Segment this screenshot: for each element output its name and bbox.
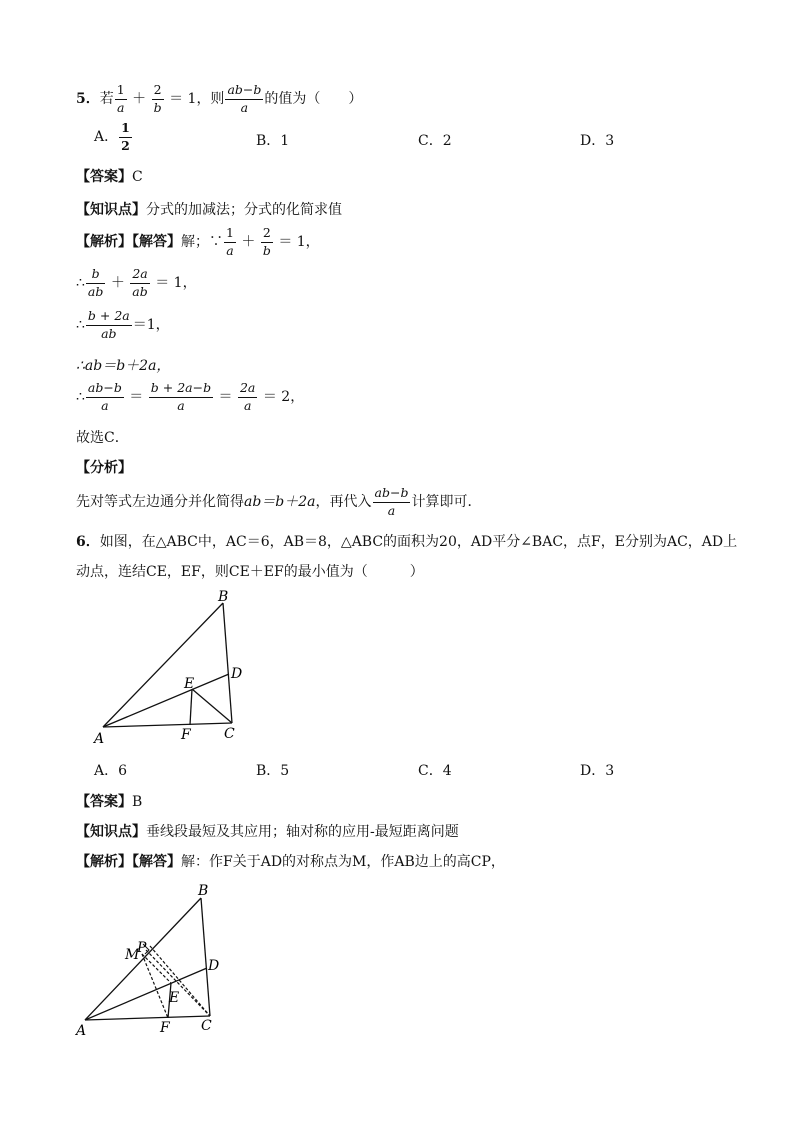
q5-step-3: ∴ $\frac{b + 2a}{ab}$ ＝1， <box>76 308 170 341</box>
q5-option-c: C．2 <box>418 133 452 149</box>
q5-number: 5． <box>76 91 100 107</box>
fig1-label-b: B <box>218 589 229 605</box>
q5-stem: 5．若 $\frac{1}{a}$ ＋ $\frac{2}{b}$ ＝ 1，则 $\frac{ab-b}{a}$ 的值为（ ） <box>76 82 363 115</box>
fig1-label-f: F <box>181 727 191 743</box>
q5-value-suffix: 的值为（ ） <box>264 91 363 107</box>
q6-option-a: A．6 <box>94 763 128 779</box>
q6-option-d: D．3 <box>580 763 615 779</box>
q5-option-a: A． $\frac{1}{2}$ <box>94 120 130 153</box>
q5-answer: 【答案】C <box>76 169 143 185</box>
fig2-label-m: M <box>125 947 140 963</box>
q6-stem-line2: 动点，连结CE，EF，则CE＋EF的最小值为（ ） <box>76 564 424 580</box>
q6-figure-1 <box>90 586 260 751</box>
fig2-label-p: P <box>137 940 147 956</box>
q6-stem-line1: 6．如图，在△ABC中，AC＝6，AB＝8，△ABC的面积为20，AD平分∠BAC，点F，E分别为AC，AD上 <box>76 534 738 550</box>
fig2-label-a: A <box>76 1023 87 1039</box>
q6-answer: 【答案】B <box>76 794 143 810</box>
q5-step-5: ∴ $\frac{ab-b}{a}$ ＝ $\frac{b + 2a-b}{a}$ ＝ $\frac{2a}{a}$ ＝ 2， <box>76 380 305 413</box>
fig1-label-d: D <box>231 666 243 682</box>
q5-option-b: B．1 <box>256 133 290 149</box>
fig2-label-f: F <box>160 1020 170 1036</box>
q6-knowledge-point: 【知识点】垂线段最短及其应用；轴对称的应用-最短距离问题 <box>76 824 459 840</box>
fig2-label-c: C <box>201 1018 212 1034</box>
fig2-label-b: B <box>198 883 209 899</box>
q6-option-b: B．5 <box>256 763 290 779</box>
fig1-label-e: E <box>184 676 195 692</box>
q6-option-c: C．4 <box>418 763 452 779</box>
q5-step-2: ∴ $\frac{b}{ab}$ ＋ $\frac{2a}{ab}$ ＝ 1， <box>76 266 197 299</box>
q5-step-4: ∴ab＝b＋2a， <box>76 358 171 374</box>
q6-analysis: 【解析】【解答】解：作F关于AD的对称点为M，作AB边上的高CP， <box>76 854 505 870</box>
q5-option-d: D．3 <box>580 133 615 149</box>
q5-then: ，则 <box>196 91 225 107</box>
fig2-label-d: D <box>208 958 220 974</box>
q5-analysis-text: 先对等式左边通分并化简得ab＝b＋2a，再代入 $\frac{ab-b}{a}$ 计算即可． <box>76 485 482 518</box>
fig2-label-e: E <box>169 990 180 1006</box>
fig1-label-c: C <box>224 726 235 742</box>
q5-conclusion: 故选C． <box>76 430 129 446</box>
fig1-label-a: A <box>94 731 105 747</box>
frac-1-over-a: $\frac{1}{a}$ <box>116 82 125 115</box>
frac-ab-b-over-a: $\frac{ab-b}{a}$ <box>227 82 262 115</box>
q6-figure-2 <box>72 880 232 1040</box>
q5-knowledge-point: 【知识点】分式的加减法；分式的化简求值 <box>76 202 342 218</box>
frac-2-over-b: $\frac{2}{b}$ <box>153 82 162 115</box>
q5-analysis-line1: 【解析】【解答】解；∵ $\frac{1}{a}$ ＋ $\frac{2}{b}$ ＝ 1， <box>76 225 320 258</box>
q5-analysis-heading: 【分析】 <box>76 460 132 476</box>
q5-lead: 若 <box>99 91 114 107</box>
